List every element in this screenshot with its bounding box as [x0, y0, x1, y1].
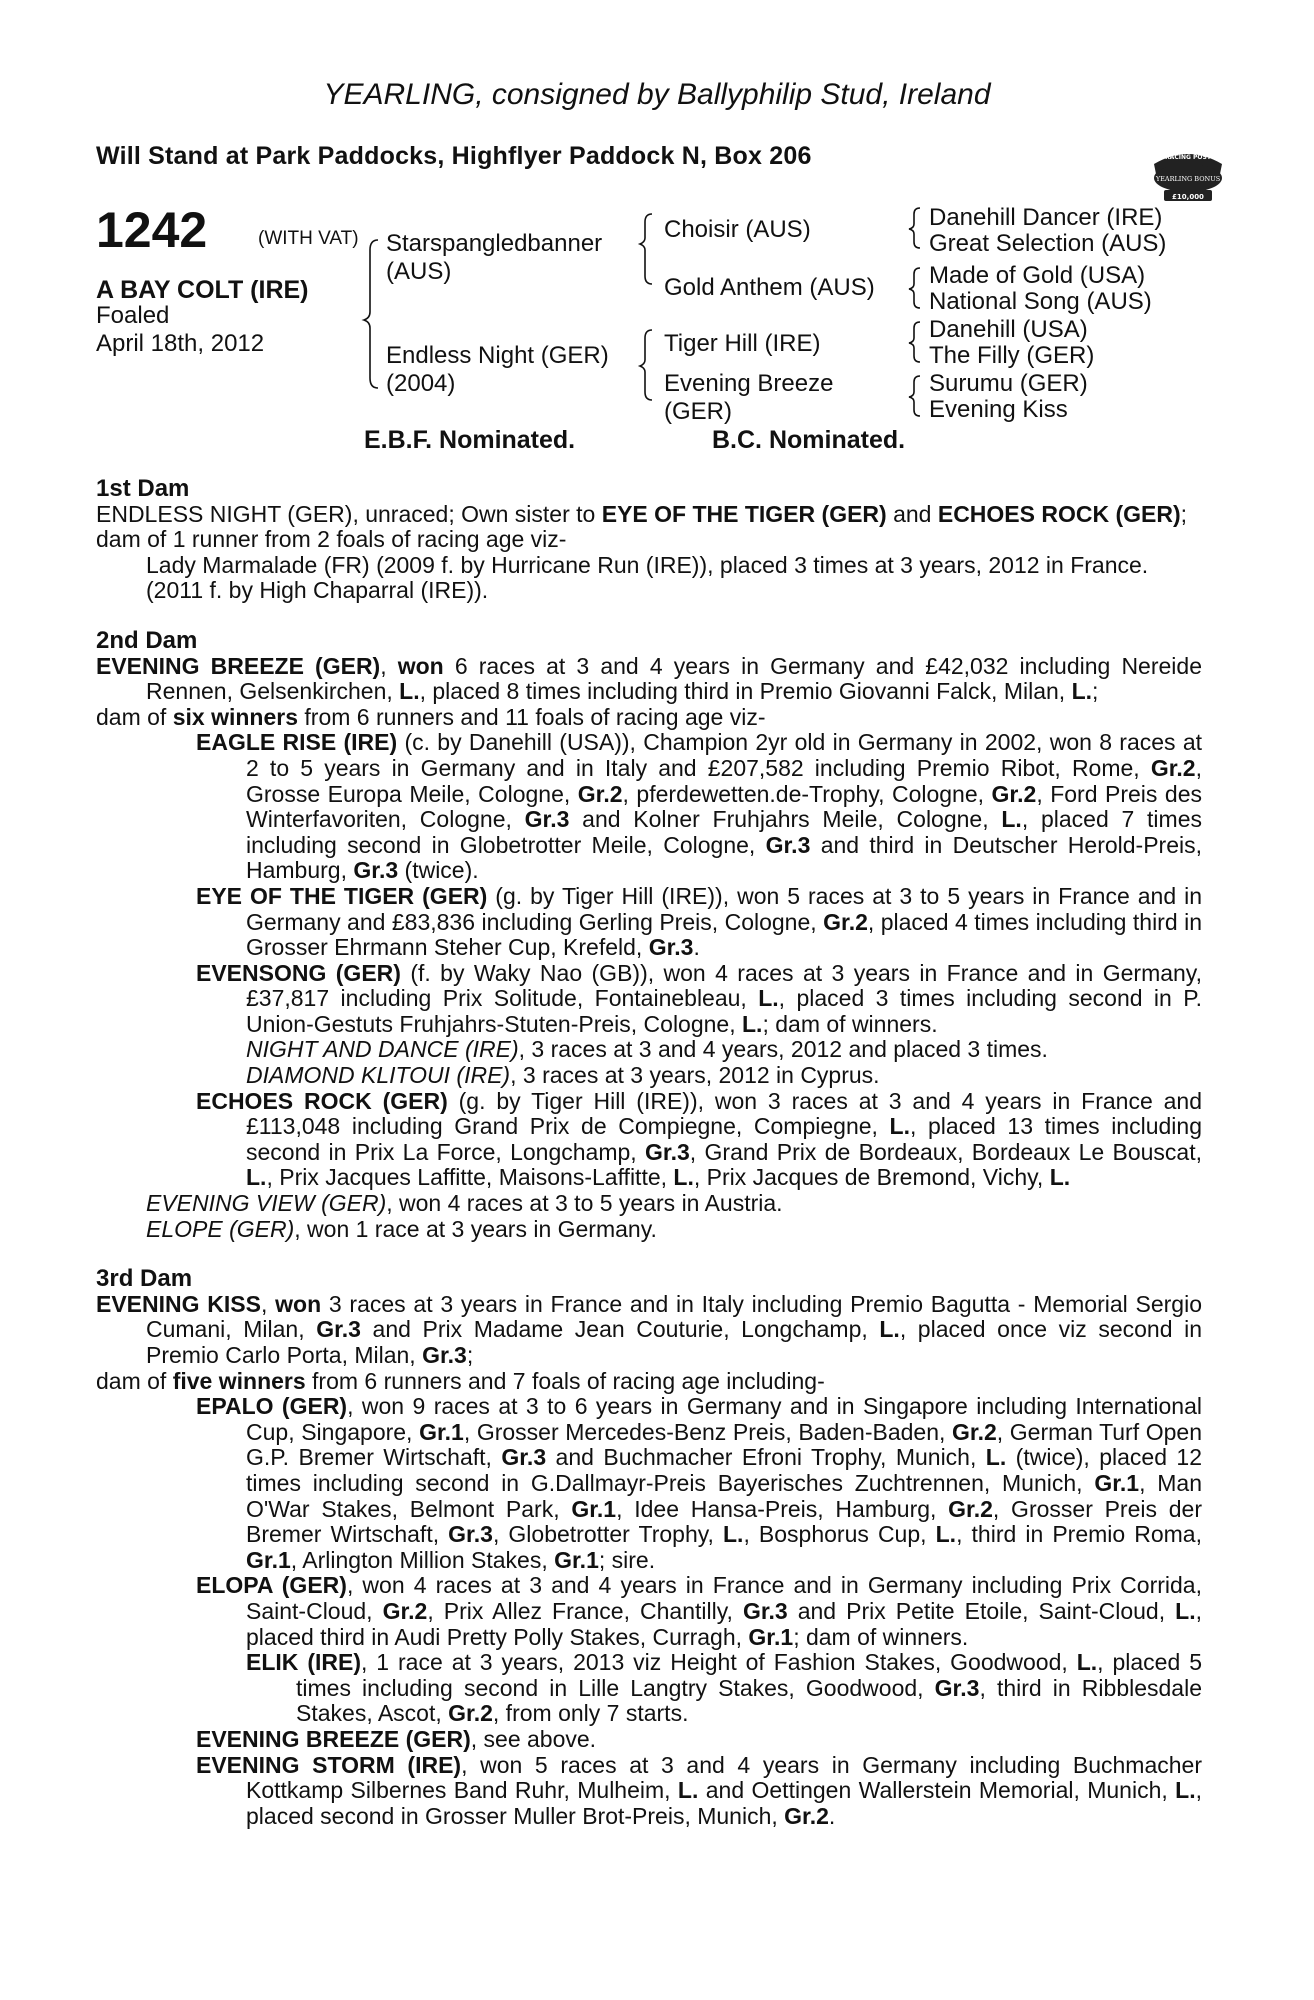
- foaled-label: Foaled: [96, 302, 170, 329]
- text-run: , third in Premio Roma,: [956, 1521, 1202, 1548]
- sire-name: Starspangledbanner: [386, 230, 603, 257]
- text-run: , Bosphorus Cup,: [743, 1521, 936, 1548]
- gen3-7: Surumu (GER): [929, 370, 1088, 397]
- bc-nominated: B.C. Nominated.: [712, 426, 906, 454]
- text-run: , Grand Prix de Bordeaux, Bordeaux Le Bouscat,: [689, 1138, 1203, 1165]
- text-run: .: [693, 934, 700, 961]
- text-run: ENDLESS NIGHT (GER), unraced; Own sister to: [96, 500, 602, 527]
- text-run: ELIK (IRE): [246, 1649, 361, 1676]
- text-run: EYE OF THE TIGER (GER): [601, 500, 887, 527]
- dam3-produce-item: [96, 1573, 1202, 1650]
- text-run: EVENING BREEZE (GER): [196, 1725, 471, 1752]
- dam-sire: Tiger Hill (IRE): [664, 330, 821, 357]
- text-run: , placed 4 times including third in Grosser Ehrmann Steher Cup, Krefeld,: [246, 908, 1202, 961]
- text-run: , placed third in Audi Pretty Polly Stakes, Curragh,: [246, 1597, 1202, 1650]
- text-run: , placed 3 times including second in P. Union-Gestuts Fruhjahrs-Stuten-Preis, Cologne,: [246, 985, 1202, 1037]
- dam3-produce-item: [96, 1727, 1202, 1753]
- text-run: Gr.2: [1150, 754, 1196, 781]
- text-run: , 3 races at 3 and 4 years, 2012 and placed 3 times.: [518, 1036, 1048, 1063]
- dam3-produce-item: [96, 1394, 1202, 1573]
- text-run: L.: [742, 1010, 763, 1037]
- dam2-produce-item: [96, 730, 1202, 884]
- text-run: , pferdewetten.de-Trophy, Cologne,: [622, 780, 992, 807]
- text-run: and Kolner Fruhjahrs Meile, Cologne,: [569, 806, 1002, 833]
- text-run: L.: [879, 1316, 900, 1343]
- text-run: L.: [985, 1444, 1007, 1471]
- text-run: , Prix Jacques de Bremond, Vichy,: [693, 1164, 1050, 1191]
- text-run: , Prix Allez France, Chantilly,: [427, 1597, 743, 1624]
- brace-gen2-dam: [640, 330, 652, 400]
- dam2-grandproduce-item: [96, 1063, 1202, 1089]
- dam-dam-name: Evening Breeze: [664, 370, 834, 397]
- text-run: and Prix Madame Jean Couturie, Longchamp,: [360, 1316, 880, 1343]
- text-run: L.: [889, 1113, 910, 1140]
- dam-dam: [664, 370, 833, 426]
- foaled-date: April 18th, 2012: [96, 330, 265, 357]
- dam2-produce-item: [96, 1217, 1202, 1243]
- text-run: EVENING BREEZE (GER): [96, 652, 381, 679]
- text-run: , placed once viz second in Premio Carlo Porta, Milan,: [146, 1316, 1202, 1368]
- text-run: , Globetrotter Trophy,: [492, 1521, 723, 1548]
- text-run: Gr.2: [948, 1495, 993, 1522]
- text-run: Gr.3: [765, 831, 811, 858]
- text-run: L.: [1071, 678, 1093, 705]
- dam1-produce-item: [96, 553, 1202, 579]
- text-run: Gr.3: [742, 1597, 788, 1624]
- text-run: and Buchmacher Efroni Trophy, Munich,: [546, 1444, 986, 1471]
- text-run: EVENING STORM (IRE): [196, 1751, 462, 1778]
- text-run: , 3 races at 3 years, 2012 in Cyprus.: [510, 1062, 880, 1089]
- brace-gen1: [364, 240, 378, 388]
- text-run: L.: [673, 1164, 694, 1191]
- logo-line-3: £10,000: [1172, 193, 1204, 201]
- text-run: Gr.3: [448, 1521, 493, 1548]
- text-run: L.: [1049, 1164, 1071, 1191]
- dam2-produce-item: [96, 1089, 1202, 1191]
- text-run: (twice).: [398, 857, 479, 884]
- text-run: ;: [466, 1342, 474, 1368]
- ebf-nominated: E.B.F. Nominated.: [364, 426, 576, 454]
- text-run: Gr.2: [577, 780, 623, 807]
- dam-name: Endless Night (GER): [386, 342, 609, 369]
- sire-country: (AUS): [386, 258, 452, 285]
- dam3-produce-item: [96, 1753, 1202, 1830]
- text-run: and Oettingen Wallerstein Memorial, Munich,: [698, 1777, 1176, 1804]
- text-run: Gr.2: [991, 780, 1037, 807]
- text-run: L.: [1001, 806, 1022, 833]
- logo-line-2: YEARLING BONUS: [1155, 175, 1221, 183]
- dam: [386, 342, 609, 398]
- text-run: , placed 7 times including second in Globetrotter Meile, Cologne,: [246, 806, 1202, 858]
- text-run: , placed second in Grosser Muller Brot-Preis, Munich,: [246, 1777, 1202, 1829]
- text-run: dam of 1 runner from 2 foals of racing age viz-: [96, 526, 567, 553]
- text-run: Gr.3: [353, 857, 399, 884]
- text-run: Gr.3: [648, 934, 694, 961]
- lot-title: A BAY COLT (IRE): [96, 276, 309, 304]
- stand-location: Will Stand at Park Paddocks, Highflyer Paddock N, Box 206: [96, 142, 812, 170]
- text-run: EAGLE RISE (IRE): [196, 729, 398, 756]
- text-run: DIAMOND KLITOUI (IRE): [246, 1062, 511, 1089]
- brace-gen3-4: [909, 376, 920, 416]
- dam2-produce-item: [96, 884, 1202, 961]
- text-run: Gr.2: [448, 1700, 493, 1727]
- brace-gen2-sire: [640, 214, 652, 284]
- dam2-produce-item: [96, 1191, 1202, 1217]
- text-run: Gr.1: [246, 1546, 291, 1573]
- text-run: L.: [1175, 1777, 1196, 1804]
- brace-gen3-3: [909, 322, 920, 362]
- text-run: from 6 runners and 7 foals of racing age including-: [305, 1367, 825, 1394]
- text-run: Gr.2: [823, 908, 868, 935]
- text-run: , won 4 races at 3 and 4 years in France and in Germany including Prix Corrida, Saint-Cloud,: [246, 1572, 1202, 1624]
- text-run: NIGHT AND DANCE (IRE): [246, 1036, 519, 1063]
- dam-year: (2004): [386, 370, 456, 397]
- dam3-produce-intro: [96, 1369, 1202, 1395]
- sire: [386, 230, 602, 286]
- text-run: Gr.2: [382, 1597, 428, 1624]
- text-run: ELOPE (GER): [146, 1215, 295, 1242]
- family-sections: [96, 476, 1202, 1829]
- text-run: five winners: [172, 1367, 306, 1394]
- gen3-3: Made of Gold (USA): [929, 262, 1146, 289]
- text-run: Gr.2: [784, 1802, 829, 1829]
- text-run: Gr.2: [952, 1418, 997, 1445]
- dam2-grandproduce-item: [96, 1037, 1202, 1063]
- text-run: EVENING VIEW (GER): [146, 1190, 387, 1217]
- dam1-produce-intro: [96, 527, 1202, 553]
- text-run: L.: [246, 1164, 267, 1191]
- text-run: dam of: [96, 703, 173, 730]
- text-run: EVENSONG (GER): [196, 959, 401, 986]
- text-run: Gr.3: [422, 1342, 467, 1368]
- text-run: and: [886, 500, 938, 527]
- text-run: L.: [723, 1521, 744, 1548]
- vat-note: (WITH VAT): [258, 228, 359, 249]
- dam-dam-country: (GER): [664, 398, 732, 425]
- text-run: Gr.1: [571, 1495, 617, 1522]
- text-run: (f. by Waky Nao (GB)), won 4 races at 3 years in France and in Germany, £37,817 including Prix Solitude, Fontainebleau,: [246, 959, 1202, 1012]
- text-run: , Grosser Mercedes-Benz Preis, Baden-Baden,: [463, 1418, 953, 1445]
- text-run: , Ford Preis des Winterfavoriten, Cologne,: [246, 780, 1203, 833]
- dam3-grandproduce-item: [96, 1650, 1202, 1727]
- consignment-line: YEARLING, consigned by Ballyphilip Stud, Ireland: [323, 78, 991, 111]
- gen3-5: Danehill (USA): [929, 316, 1088, 343]
- text-run: , 1 race at 3 years, 2013 viz Height of Fashion Stakes, Goodwood,: [360, 1649, 1077, 1676]
- text-run: , placed 8 times including third in Premio Giovanni Falck, Milan,: [419, 678, 1072, 705]
- text-run: , third in Ribblesdale Stakes, Ascot,: [296, 1674, 1202, 1727]
- text-run: , Man O'War Stakes, Belmont Park,: [246, 1469, 1202, 1522]
- text-run: (g. by Tiger Hill (IRE)), won 5 races at 3 to 5 years in France and in Germany and £83,836 including Gerling Preis, Cologne,: [246, 882, 1202, 935]
- text-run: , Grosse Europa Meile, Cologne,: [246, 754, 1202, 807]
- text-run: , see above.: [470, 1725, 597, 1752]
- text-run: L.: [1076, 1649, 1098, 1676]
- text-run: Gr.3: [501, 1444, 547, 1471]
- dam2-entry: [96, 654, 1202, 705]
- dam1-entry: [96, 502, 1202, 528]
- text-run: L.: [758, 985, 779, 1012]
- text-run: , German Turf Open G.P. Bremer Wirtschaft,: [246, 1418, 1202, 1471]
- text-run: ; dam of winners.: [762, 1010, 938, 1037]
- text-run: Gr.3: [524, 806, 570, 833]
- text-run: ,: [260, 1290, 276, 1317]
- text-run: 3 races at 3 years in France and in Italy including Premio Bagutta - Memorial Sergio Cumani, Milan,: [146, 1290, 1203, 1343]
- dam3-entry: [96, 1292, 1202, 1369]
- gen3-8: Evening Kiss: [929, 396, 1068, 423]
- text-run: Gr.3: [645, 1138, 690, 1165]
- text-run: (2011 f. by High Chaparral (IRE)).: [146, 577, 489, 604]
- dam3-heading: 3rd Dam: [96, 1265, 193, 1293]
- text-run: , won 1 race at 3 years in Germany.: [294, 1215, 657, 1242]
- dam2-produce-intro: [96, 705, 1202, 731]
- gen3-6: The Filly (GER): [929, 342, 1095, 369]
- text-run: Gr.1: [554, 1546, 599, 1573]
- text-run: , Prix Jacques Laffitte, Maisons-Laffitte,: [266, 1164, 674, 1191]
- text-run: ELOPA (GER): [196, 1572, 347, 1599]
- sire-sire: Choisir (AUS): [664, 216, 811, 243]
- text-run: , won 5 races at 3 and 4 years in Germany including Buchmacher Kottkamp Silbernes Band Ruhr, Mulheim,: [246, 1751, 1202, 1804]
- sire-dam: Gold Anthem (AUS): [664, 274, 875, 301]
- brace-gen3-2: [909, 268, 920, 308]
- text-run: from 6 runners and 11 foals of racing age viz-: [298, 703, 766, 730]
- text-run: ; sire.: [598, 1546, 656, 1573]
- text-run: Gr.1: [419, 1418, 464, 1445]
- text-run: ;: [1092, 678, 1099, 705]
- text-run: Gr.3: [316, 1316, 361, 1343]
- text-run: (g. by Tiger Hill (IRE)), won 3 races at 3 and 4 years in France and £113,048 including Grand Prix de Compiegne, Compiegne,: [246, 1087, 1202, 1140]
- text-run: L.: [677, 1777, 699, 1804]
- text-run: EVENING KISS: [96, 1290, 261, 1317]
- text-run: L.: [399, 678, 420, 705]
- text-run: , placed 13 times including second in Prix La Force, Longchamp,: [246, 1113, 1202, 1165]
- text-run: and Prix Petite Etoile, Saint-Cloud,: [787, 1597, 1176, 1624]
- text-run: Lady Marmalade (FR) (2009 f. by Hurricane Run (IRE)), placed 3 times at 3 years, 2012 in France.: [146, 551, 1149, 578]
- text-run: EPALO (GER): [196, 1393, 348, 1420]
- text-run: (twice), placed 12 times including second in G.Dallmayr-Preis Bayerisches Zuchtrennen, Munich,: [246, 1444, 1202, 1496]
- text-run: (c. by Danehill (USA)), Champion 2yr old in Germany in 2002, won 8 races at 2 to 5 years in Germany and in Italy and £207,582 including Premio Ribot, Rome,: [246, 729, 1202, 781]
- text-run: won: [275, 1290, 322, 1317]
- text-run: , Idee Hansa-Preis, Hamburg,: [616, 1495, 949, 1522]
- text-run: 6 races at 3 and 4 years in Germany and £42,032 including Nereide Rennen, Gelsenkirchen,: [146, 652, 1202, 705]
- text-run: , placed 5 times including second in Lille Langtry Stakes, Goodwood,: [296, 1649, 1202, 1701]
- text-run: won: [397, 652, 444, 679]
- gen3-4: National Song (AUS): [929, 288, 1152, 315]
- text-run: , won 9 races at 3 to 6 years in Germany and in Singapore including International Cup, Singapore,: [246, 1393, 1202, 1445]
- text-run: , from only 7 starts.: [492, 1700, 689, 1727]
- text-run: Gr.1: [748, 1623, 794, 1650]
- text-run: ,: [380, 652, 398, 679]
- text-run: six winners: [172, 703, 298, 730]
- logo-line-1: RACING POST: [1165, 154, 1211, 161]
- dam1-produce-item: [96, 578, 1202, 604]
- text-run: ECHOES ROCK (GER): [196, 1087, 448, 1114]
- text-run: , Arlington Million Stakes,: [290, 1546, 555, 1573]
- gen3-1: Danehill Dancer (IRE): [929, 204, 1163, 231]
- dam2-produce-item: [96, 961, 1202, 1038]
- text-run: ; dam of winners.: [793, 1623, 969, 1650]
- lot-number: 1242: [96, 202, 208, 258]
- gen3-2: Great Selection (AUS): [929, 230, 1167, 257]
- text-run: Gr.3: [934, 1674, 980, 1701]
- text-run: , Grosser Preis der Bremer Wirtschaft,: [246, 1495, 1202, 1548]
- text-run: Gr.1: [1094, 1469, 1140, 1496]
- text-run: dam of: [96, 1367, 173, 1394]
- text-run: and third in Deutscher Herold-Preis, Hamburg,: [246, 831, 1202, 884]
- text-run: ECHOES ROCK (GER): [937, 500, 1181, 527]
- text-run: L.: [1175, 1597, 1196, 1624]
- dam1-heading: 1st Dam: [96, 475, 190, 502]
- dam2-heading: 2nd Dam: [96, 626, 198, 654]
- text-run: ;: [1180, 500, 1188, 527]
- text-run: L.: [935, 1521, 957, 1548]
- brace-gen3-1: [909, 208, 920, 248]
- text-run: , won 4 races at 3 to 5 years in Austria.: [386, 1190, 783, 1217]
- text-run: .: [828, 1802, 836, 1829]
- text-run: EYE OF THE TIGER (GER): [196, 882, 488, 909]
